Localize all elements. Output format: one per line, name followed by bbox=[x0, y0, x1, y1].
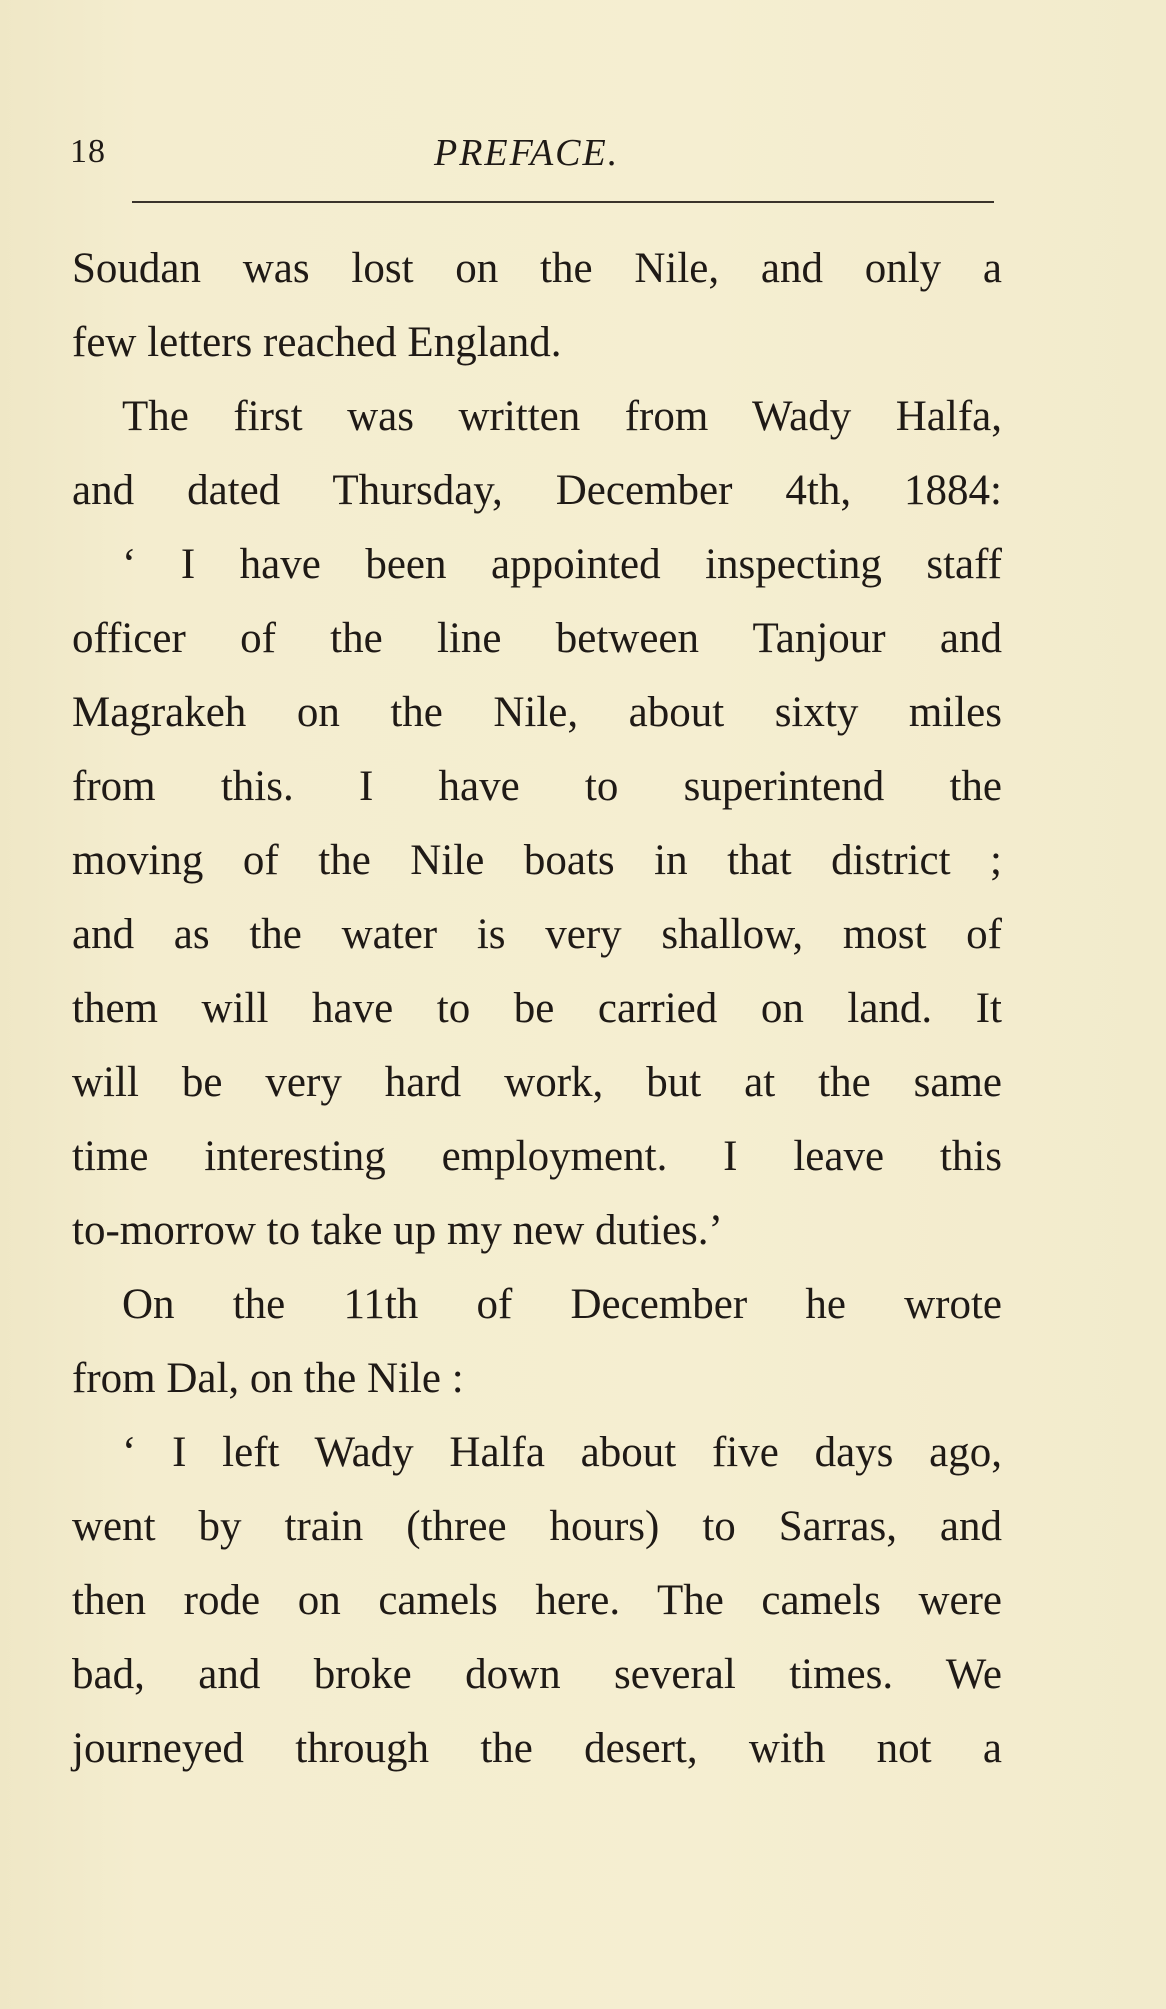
text-line: bad, and broke down several times. We bbox=[72, 1651, 1002, 1698]
text-line: then rode on camels here. The camels were bbox=[72, 1577, 1002, 1624]
text-line: and as the water is very shallow, most of bbox=[72, 911, 1002, 958]
page-number: 18 bbox=[70, 133, 106, 170]
text-line: ‘ I left Wady Halfa about five days ago, bbox=[122, 1429, 1002, 1476]
text-line: them will have to be carried on land. It bbox=[72, 985, 1002, 1032]
text-line: ‘ I have been appointed inspecting staff bbox=[122, 541, 1002, 588]
text-line: officer of the line between Tanjour and bbox=[72, 615, 1002, 662]
text-line: went by train (three hours) to Sarras, and bbox=[72, 1503, 1002, 1550]
text-line: Magrakeh on the Nile, about sixty miles bbox=[72, 689, 1002, 736]
text-line: from Dal, on the Nile : bbox=[72, 1355, 464, 1402]
text-line: journeyed through the desert, with not a bbox=[72, 1725, 1002, 1772]
text-line: will be very hard work, but at the same bbox=[72, 1059, 1002, 1106]
text-line: moving of the Nile boats in that district ; bbox=[72, 837, 1002, 884]
text-line: Soudan was lost on the Nile, and only a bbox=[72, 245, 1002, 292]
body-text bbox=[72, 232, 1002, 1786]
text-line: from this. I have to superintend the bbox=[72, 763, 1002, 810]
text-line: On the 11th of December he wrote bbox=[122, 1281, 1002, 1328]
header-rule bbox=[132, 201, 994, 203]
text-line: The first was written from Wady Halfa, bbox=[122, 393, 1002, 440]
running-title: PREFACE. bbox=[434, 132, 620, 174]
text-line: few letters reached England. bbox=[72, 319, 562, 366]
text-line: to-morrow to take up my new duties.’ bbox=[72, 1207, 723, 1254]
text-line: and dated Thursday, December 4th, 1884: bbox=[72, 467, 1002, 514]
text-line: time interesting employment. I leave this bbox=[72, 1133, 1002, 1180]
